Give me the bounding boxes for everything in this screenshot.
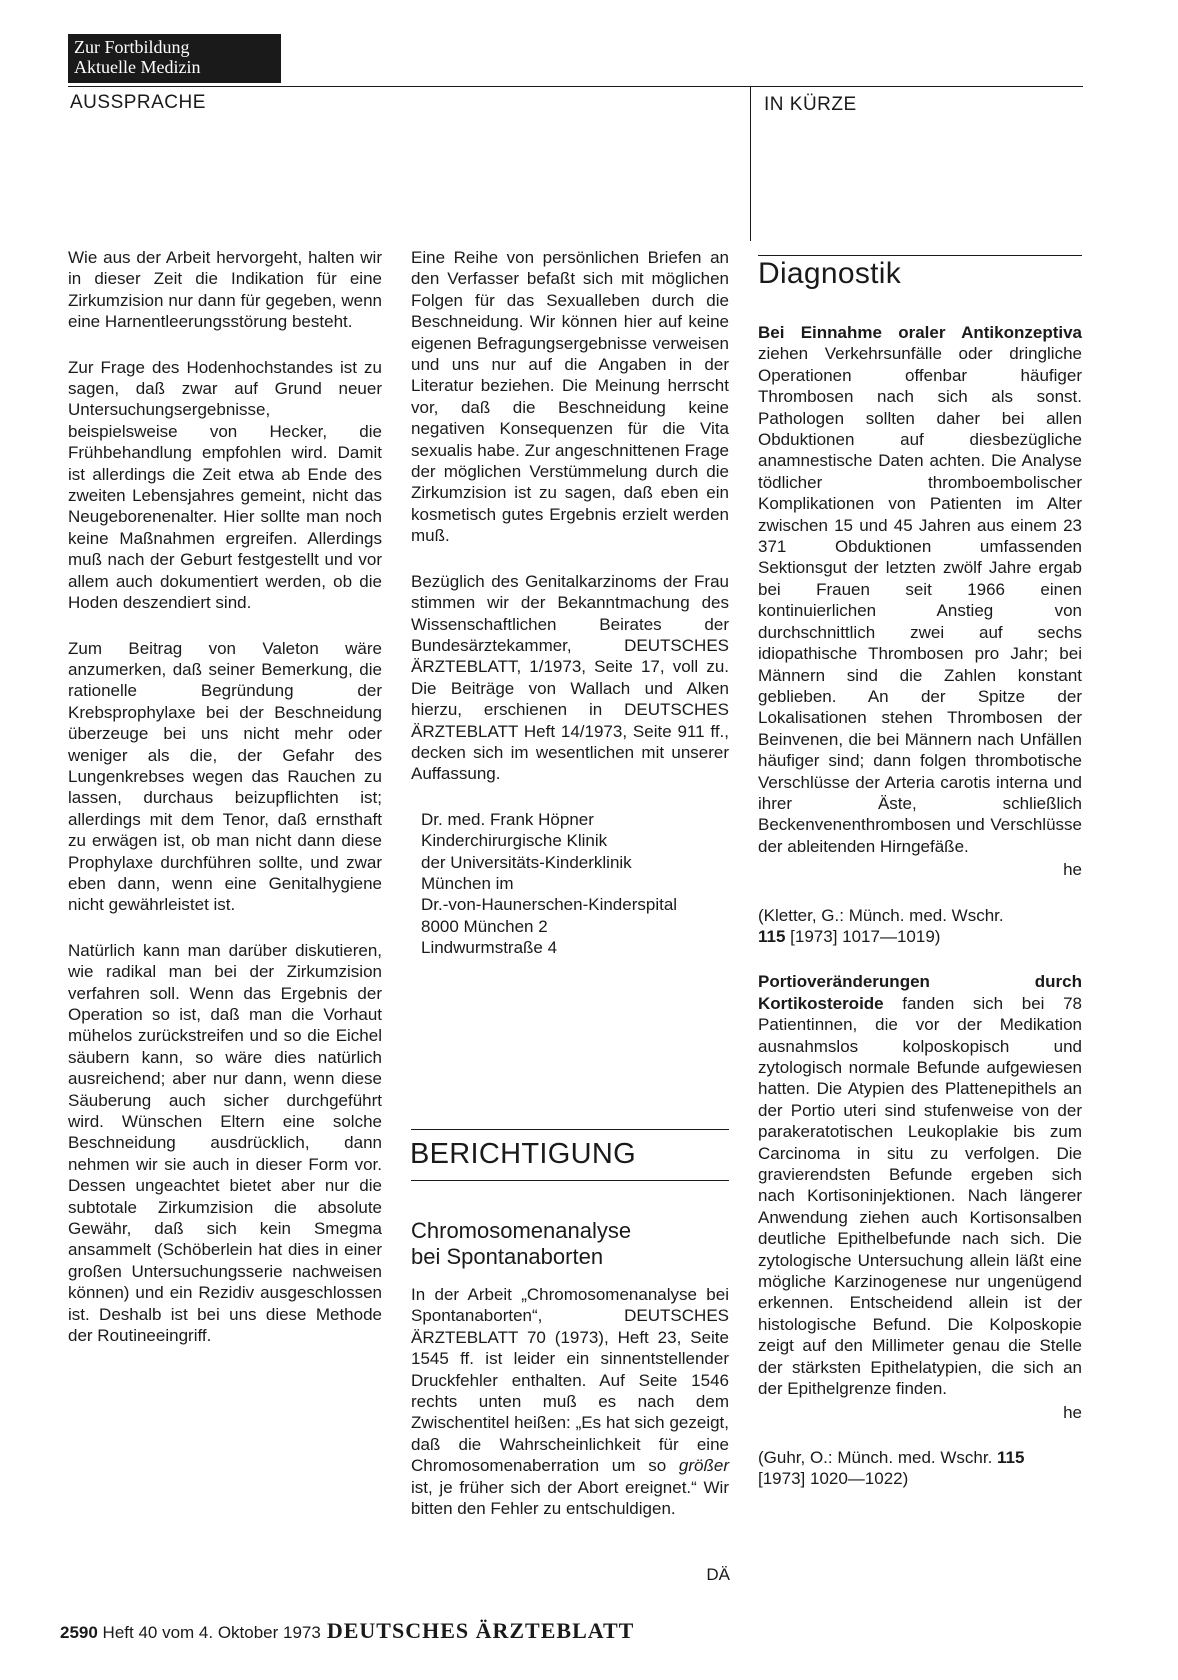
article-1 xyxy=(758,322,1082,857)
paragraph: Natürlich kann man darüber diskutieren, wie radikal man bei der Zirkumzision verfahren soll. Wenn das Ergebnis der Operation so ist, daß man die Vorhaut mühelos zurückstreifen und so die Eichel säubern kann, so wäre dies natürlich ausreichend; aber nur dann, wenn diese Säuberung auch sicher durchgeführt wird. Wünschen Eltern eine solche Beschneidung ausdrücklich, dann nehmen wir sie auch in dieser Form vor. Dessen ungeachtet bietet aber nur die subtotale Zirkumzision die absolute Gewähr, daß sich kein Smegma ansammelt (Schöberlein hat dies in einer großen Untersuchungsserie nachweisen können) und ein Rezidiv ausgeschlossen ist. Deshalb ist bei uns diese Methode der Routineeingriff. xyxy=(68,940,382,1346)
article-2-signature: he xyxy=(1063,1402,1082,1422)
address-line: Kinderchirurgische Klinik xyxy=(421,831,608,851)
correction-signature: DÄ xyxy=(706,1565,730,1584)
article-1-signature: he xyxy=(1063,860,1082,880)
address-line: der Universitäts-Kinderklinik xyxy=(421,852,632,872)
article-2-lead: Portioveränderungen durch Kortikosteroide xyxy=(758,972,1082,1013)
section-label-aussprache: AUSSPRACHE xyxy=(70,92,206,113)
correction-subtitle xyxy=(411,1218,729,1270)
issue-info: Heft 40 vom 4. Oktober 1973 xyxy=(97,1623,321,1642)
ref-2-a: (Guhr, O.: Münch. med. Wschr. xyxy=(758,1447,998,1467)
column-2 xyxy=(411,247,729,959)
article-1-text: ziehen Verkehrsunfälle oder dringliche Operationen offenbar häufiger Thrombosen nach sich als sonst. Pathologen sollten daher bei allen Obduktionen auf diesbezügliche anamnestische Daten achten. Die Analyse tödlicher thromboembolischer Komplikationen von Patienten im Alter zwischen 15 und 45 Jahren aus einem 23 371 Obduktionen umfassenden Sektionsgut der letzten zwölf Jahre ergab bei Frauen seit 1966 einen kontinuierlichen Anstieg von durchschnittlich zwei auf sechs idiopathische Thrombosen pro Jahr; bei Männern sind die Zahlen konstant geblieben. An der Spitze der Lokalisationen stehen Thrombosen der Beinvenen, die bei Männern nach Unfällen häufiger sind; dann folgen thrombotische Verschlüsse der Arteria carotis interna und ihrer Äste, schließlich Beckenvenenthrombosen und Verschlüsse der ableitenden Hirngefäße. xyxy=(758,344,1082,856)
ref-1-volume: 115 xyxy=(758,926,786,946)
diagnostik-rule xyxy=(758,255,1082,256)
emphasis-text: größer xyxy=(678,1456,729,1476)
badge-line-1: Zur Fortbildung xyxy=(74,37,190,57)
article-2-signature-row xyxy=(758,1402,1082,1423)
column-3 xyxy=(758,322,1082,1514)
address-line: Dr.-von-Haunerschen-Kinderspital xyxy=(421,895,678,915)
reference-2 xyxy=(758,1447,1082,1490)
badge-line-2: Aktuelle Medizin xyxy=(74,57,201,77)
author-address xyxy=(421,809,729,959)
section-label-in-kuerze: IN KÜRZE xyxy=(764,94,857,115)
page-footer xyxy=(60,1618,634,1644)
column-1 xyxy=(68,247,382,1371)
address-line: Lindwurmstraße 4 xyxy=(421,938,558,958)
paragraph: Eine Reihe von persönlichen Briefen an den Verfasser befaßt sich mit möglichen Folgen für das Sexualleben durch die Beschneidung. Wir können hier auf keine eigenen Befragungsergebnisse verweisen und uns nur auf die Angaben in der Literatur beziehen. Die Meinung herrscht vor, daß die Beschneidung keine negativen Konsequenzen für die Vita sexualis habe. Zur angeschnittenen Frage der möglichen Verstümmelung durch die Zirkumzision ist zu sagen, daß eben ein kosmetisch gutes Ergebnis erzielt werden muß. xyxy=(411,248,729,546)
address-line: 8000 München 2 xyxy=(421,916,548,936)
ref-2-volume: 115 xyxy=(997,1447,1025,1467)
subtitle-line-2: bei Spontanaborten xyxy=(411,1244,604,1269)
diagnostik-heading: Diagnostik xyxy=(758,257,902,290)
paragraph: Bezüglich des Genitalkarzinoms der Frau stimmen wir der Bekanntmachung des Wissenschaftlichen Beirates der Bundesärztekammer, DEUTSCHES ÄRZTEBLATT, 1/1973, Seite 17, voll zu. Die Beiträge von Wallach und Alken hierzu, erschienen in DEUTSCHES ÄRZTEBLATT Heft 14/1973, Seite 911 ff., decken sich im wesentlichen mit unserer Auffassung. xyxy=(411,571,729,784)
article-1-signature-row xyxy=(758,859,1082,880)
correction-text-part: ist, je früher sich der Abort ereignet.“ Wir bitten den Fehler zu entschuldigen. xyxy=(411,1477,729,1519)
ref-2-b: [1973] 1020—1022) xyxy=(758,1469,909,1489)
berichtigung-rule-top xyxy=(411,1129,729,1130)
correction-text xyxy=(411,1284,729,1519)
berichtigung-title: BERICHTIGUNG xyxy=(410,1138,636,1170)
paragraph: Zur Frage des Hodenhochstandes ist zu sagen, daß zwar auf Grund neuer Untersuchungsergebnisse, beispielsweise von Hecker, die Frühbehandlung empfohlen wird. Damit ist allerdings die Zeit etwa ab Ende des zweiten Lebensjahres gemeint, nicht das Neugeborenenalter. Hier sollte man noch keine Maßnahmen ergreifen. Allerdings muß nach der Geburt festgestellt und vor allem auch dokumentiert werden, ob die Hoden deszendiert sind. xyxy=(68,357,382,613)
ref-1-a: (Kletter, G.: Münch. med. Wschr. xyxy=(758,905,1004,925)
ref-1-b: [1973] 1017—1019) xyxy=(785,926,941,946)
reference-1 xyxy=(758,905,1082,948)
page-number: 2590 xyxy=(60,1623,98,1642)
subtitle-line-1: Chromosomenanalyse xyxy=(411,1218,632,1243)
header-divider xyxy=(750,86,751,241)
address-line: Dr. med. Frank Höpner xyxy=(421,809,594,829)
paragraph: Wie aus der Arbeit hervorgeht, halten wir in dieser Zeit die Indikation für eine Zirkumzision nur dann für gegeben, wenn eine Harnentleerungsstörung besteht. xyxy=(68,248,382,332)
address-line: München im xyxy=(421,873,514,893)
article-1-lead: Bei Einnahme oraler Antikonzeptiva xyxy=(758,323,1082,342)
article-2-text: fanden sich bei 78 Patientinnen, die vor der Medikation ausnahmslos kolposkopisch und zytologisch normale Befunde aufgewiesen hatten. Die Atypien des Plattenepithels an der Portio uteri sind stufenweise von der parakeratotischen Leukoplakie bis zum Carcinoma in situ zu verfolgen. Die gravierendsten Befunde ergeben sich nach Kortisoninjektionen. Nach längerer Anwendung ziehen auch Kortisonsalben deutliche Epithelbefunde nach sich. Die zytologische Untersuchung allein läßt eine mögliche Karzinogenese nur ungenügend erkennen. Entscheidend allein ist der histologische Befund. Die Kolposkopie zeigt auf den Millimeter genau die Stelle der stärksten Epithelatypien, die sich an der Epithelgrenze finden. xyxy=(758,993,1082,1399)
header-rule xyxy=(68,86,1083,87)
article-2 xyxy=(758,971,1082,1399)
section-badge xyxy=(68,34,281,83)
journal-name: DEUTSCHES ÄRZTEBLATT xyxy=(326,1618,635,1643)
berichtigung-rule-bottom xyxy=(411,1180,729,1181)
correction-text-part: In der Arbeit „Chromosomenanalyse bei Spontanaborten“, DEUTSCHES ÄRZTEBLATT 70 (1973), Heft 23, Seite 1545 ff. ist leider ein sinnentstellender Druckfehler enthalten. Auf Seite 1546 rechts unten muß es nach dem Zwischentitel heißen: „Es hat sich gezeigt, daß die Wahrscheinlichkeit für eine Chromosomenaberration um so xyxy=(411,1285,729,1476)
paragraph: Zum Beitrag von Valeton wäre anzumerken, daß seiner Bemerkung, die rationelle Begründung der Krebsprophylaxe bei der Beschneidung überzeuge bei uns nicht mehr oder weniger als die, der Gefahr des Lungenkrebses wegen das Rauchen zu lassen, durchaus beizupflichten ist; allerdings mit dem Tenor, daß ernsthaft zu erwägen ist, ob man nicht dann diese Prophylaxe durchführen sollte, und zwar eben dann, wenn eine Genitalhygiene nicht gewährleistet ist. xyxy=(68,638,382,915)
